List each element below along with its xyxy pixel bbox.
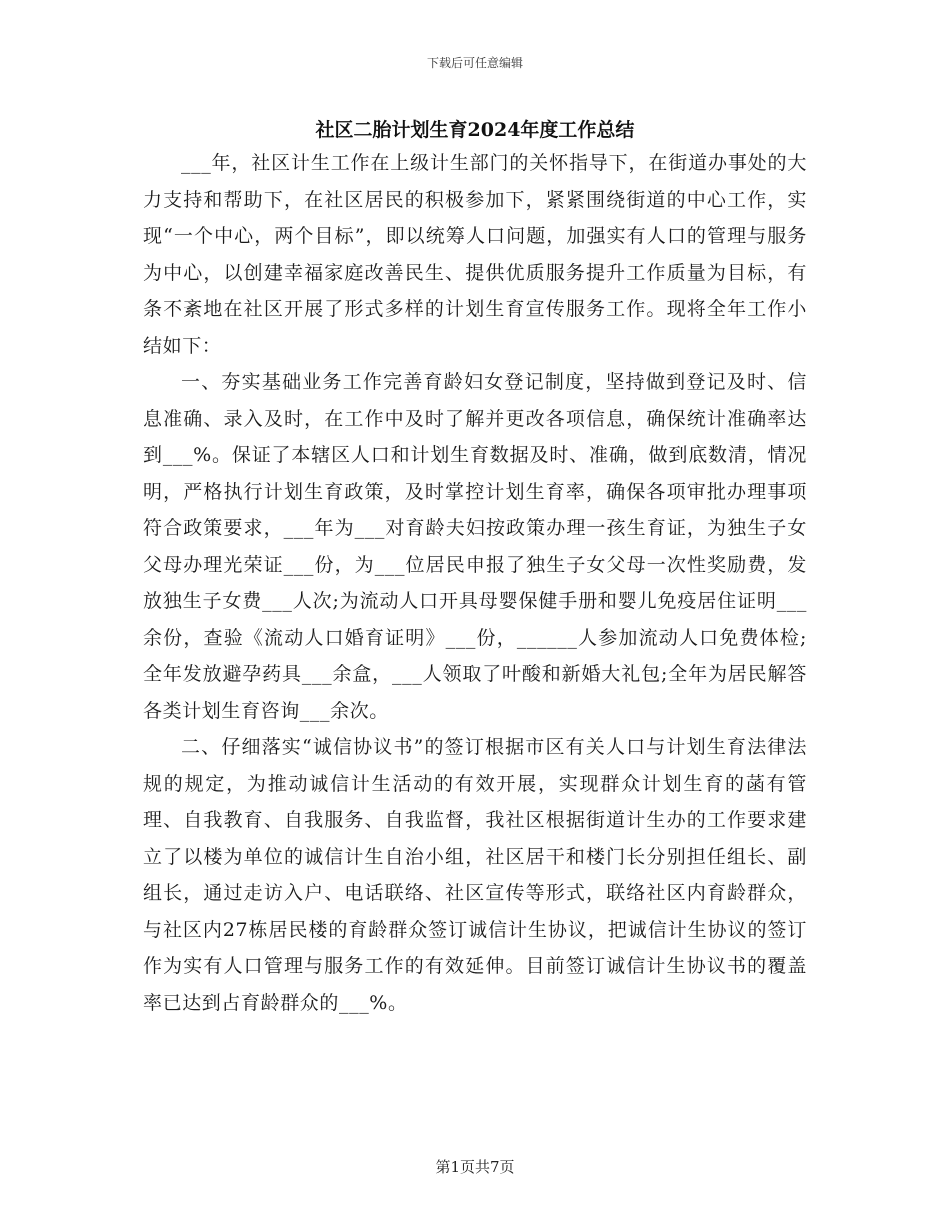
- document-title: 社区二胎计划生育2024年度工作总结: [315, 119, 635, 141]
- paragraph-section-2: 二、仔细落实“诚信协议书”的签订根据市区有关人口与计划生育法律法规的规定，为推动诚信计生活动的有效开展，实现群众计划生育的菡有管理、自我教育、自我服务、自我监督，我社区根据街道计生办的工作要求建立了以楼为单位的诚信计生自治小组，社区居干和楼门长分别担任组长、副组长，通过走访入户、电话联络、社区宣传等形式，联络社区内育龄群众，与社区内27栋居民楼的育龄群众签订诚信计生协议，把诚信计生协议的签订作为实有人口管理与服务工作的有效延伸。目前签订诚信计生协议书的覆盖率已达到占育龄群众的___%。: [143, 736, 807, 1014]
- paragraph-intro: ___年，社区计生工作在上级计生部门的关怀指导下，在街道办事处的大力支持和帮助下，在社区居民的积极参加下，紧紧围绕街道的中心工作，实现“一个中心，两个目标”，即以统筹人口问题，加强实有人口的管理与服务为中心，以创建幸福家庭改善民生、提供优质服务提升工作质量为目标，有条不紊地在社区开展了形式多样的计划生育宣传服务工作。现将全年工作小结如下：: [143, 152, 807, 357]
- download-note: 下载后可任意编辑: [426, 56, 523, 70]
- paragraph-section-1: 一、夯实基础业务工作完善育龄妇女登记制度，坚持做到登记及时、信息准确、录入及时，在工作中及时了解并更改各项信息，确保统计准确率达到___%。保证了本辖区人口和计划生育数据及时、准确，做到底数清，情况明，严格执行计划生育政策，及时掌控计划生育率，确保各项审批办理事项符合政策要求，___年为___对育龄夫妇按政策办理一孩生育证，为独生子女父母办理光荣证___份，为___位居民申报了独生子女父母一次性奖励费，发放独生子女费___人次;为流动人口开具母婴保健手册和婴儿免疫居住证明___余份，查验《流动人口婚育证明》___份，______人参加流动人口免费体检;全年发放避孕药具___余盒，___人领取了叶酸和新婚大礼包;全年为居民解答各类计划生育咨询___余次。: [143, 371, 807, 722]
- page-number: 第1页共7页: [435, 1158, 515, 1176]
- document-body: [143, 145, 807, 1021]
